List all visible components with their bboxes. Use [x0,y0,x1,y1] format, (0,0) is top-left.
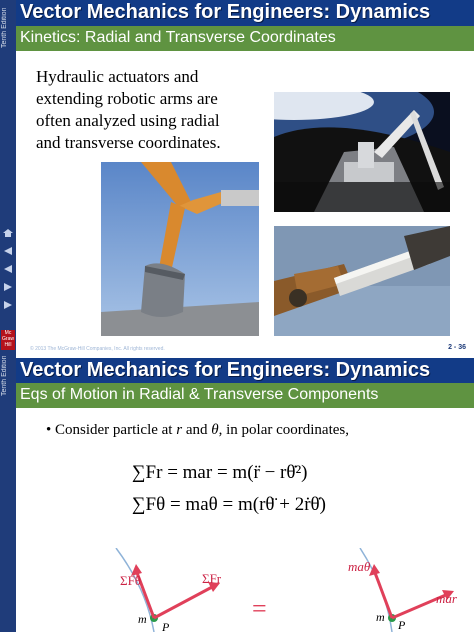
sidebar [0,0,16,350]
body-text [36,66,266,154]
label-f-theta: ΣFθ [120,573,142,588]
label-m-right: m [376,610,385,624]
body-line: often analyzed using radial [36,111,220,130]
label-p-left: P [162,620,170,634]
excavator-photo [101,162,259,336]
label-f-r: ΣFr [202,571,222,586]
publisher-logo: Mc Graw Hill [2,330,14,348]
body-line: extending robotic arms are [36,89,218,108]
body-line: and transverse coordinates. [36,133,221,152]
equation-transverse: ∑Fθ = maθ = m(rθ̈ + 2ṙθ̇) [132,494,326,515]
copyright-notice: © 2013 The McGraw-Hill Companies, Inc. All rights reserved. [30,346,165,352]
slide-subtitle: Eqs of Motion in Radial & Transverse Components [20,386,379,403]
force-r-arrow [154,586,214,618]
bullet-text: • Consider particle at r and θ, in polar coordinates, [46,422,350,438]
space-shuttle-arm-photo [274,92,450,212]
last-slide-icon[interactable] [2,300,14,310]
page-number: 2 - 36 [448,344,466,351]
free-body-diagram [96,548,246,632]
slide-title: Vector Mechanics for Engineers: Dynamics [20,1,431,23]
slide-subtitle-bar [16,383,474,408]
bullet-and: and [182,422,212,438]
slide-title-bar [16,0,474,26]
body-line: Hydraulic actuators and [36,67,199,86]
previous-slide-icon[interactable] [2,264,14,274]
label-ma-r: mar [436,591,457,606]
hydraulic-actuator-photo [274,226,450,336]
bullet-suffix: , in polar coordinates, [218,422,350,438]
equals-sign: = [252,594,267,623]
slide-subtitle: Kinetics: Radial and Transverse Coordinates [20,29,336,46]
label-m-left: m [138,612,147,626]
home-icon[interactable] [2,228,14,238]
equation-radial: ∑Fr = mar = m(r̈ − rθ̇²) [132,462,308,483]
bullet-r: r [176,422,183,438]
next-slide-icon[interactable] [2,282,14,292]
label-p-right: P [398,618,406,632]
slide-title: Vector Mechanics for Engineers: Dynamics [20,359,431,381]
edition-label: Tenth Edition [1,355,8,396]
label-ma-theta: maθ [348,559,371,574]
slide-title-bar [16,358,474,384]
bullet-theta: θ [211,422,219,438]
first-slide-icon[interactable] [2,246,14,256]
bullet-prefix: Consider particle at [55,422,177,438]
edition-label: Tenth Edition [1,7,8,48]
slide-subtitle-bar [16,26,474,51]
